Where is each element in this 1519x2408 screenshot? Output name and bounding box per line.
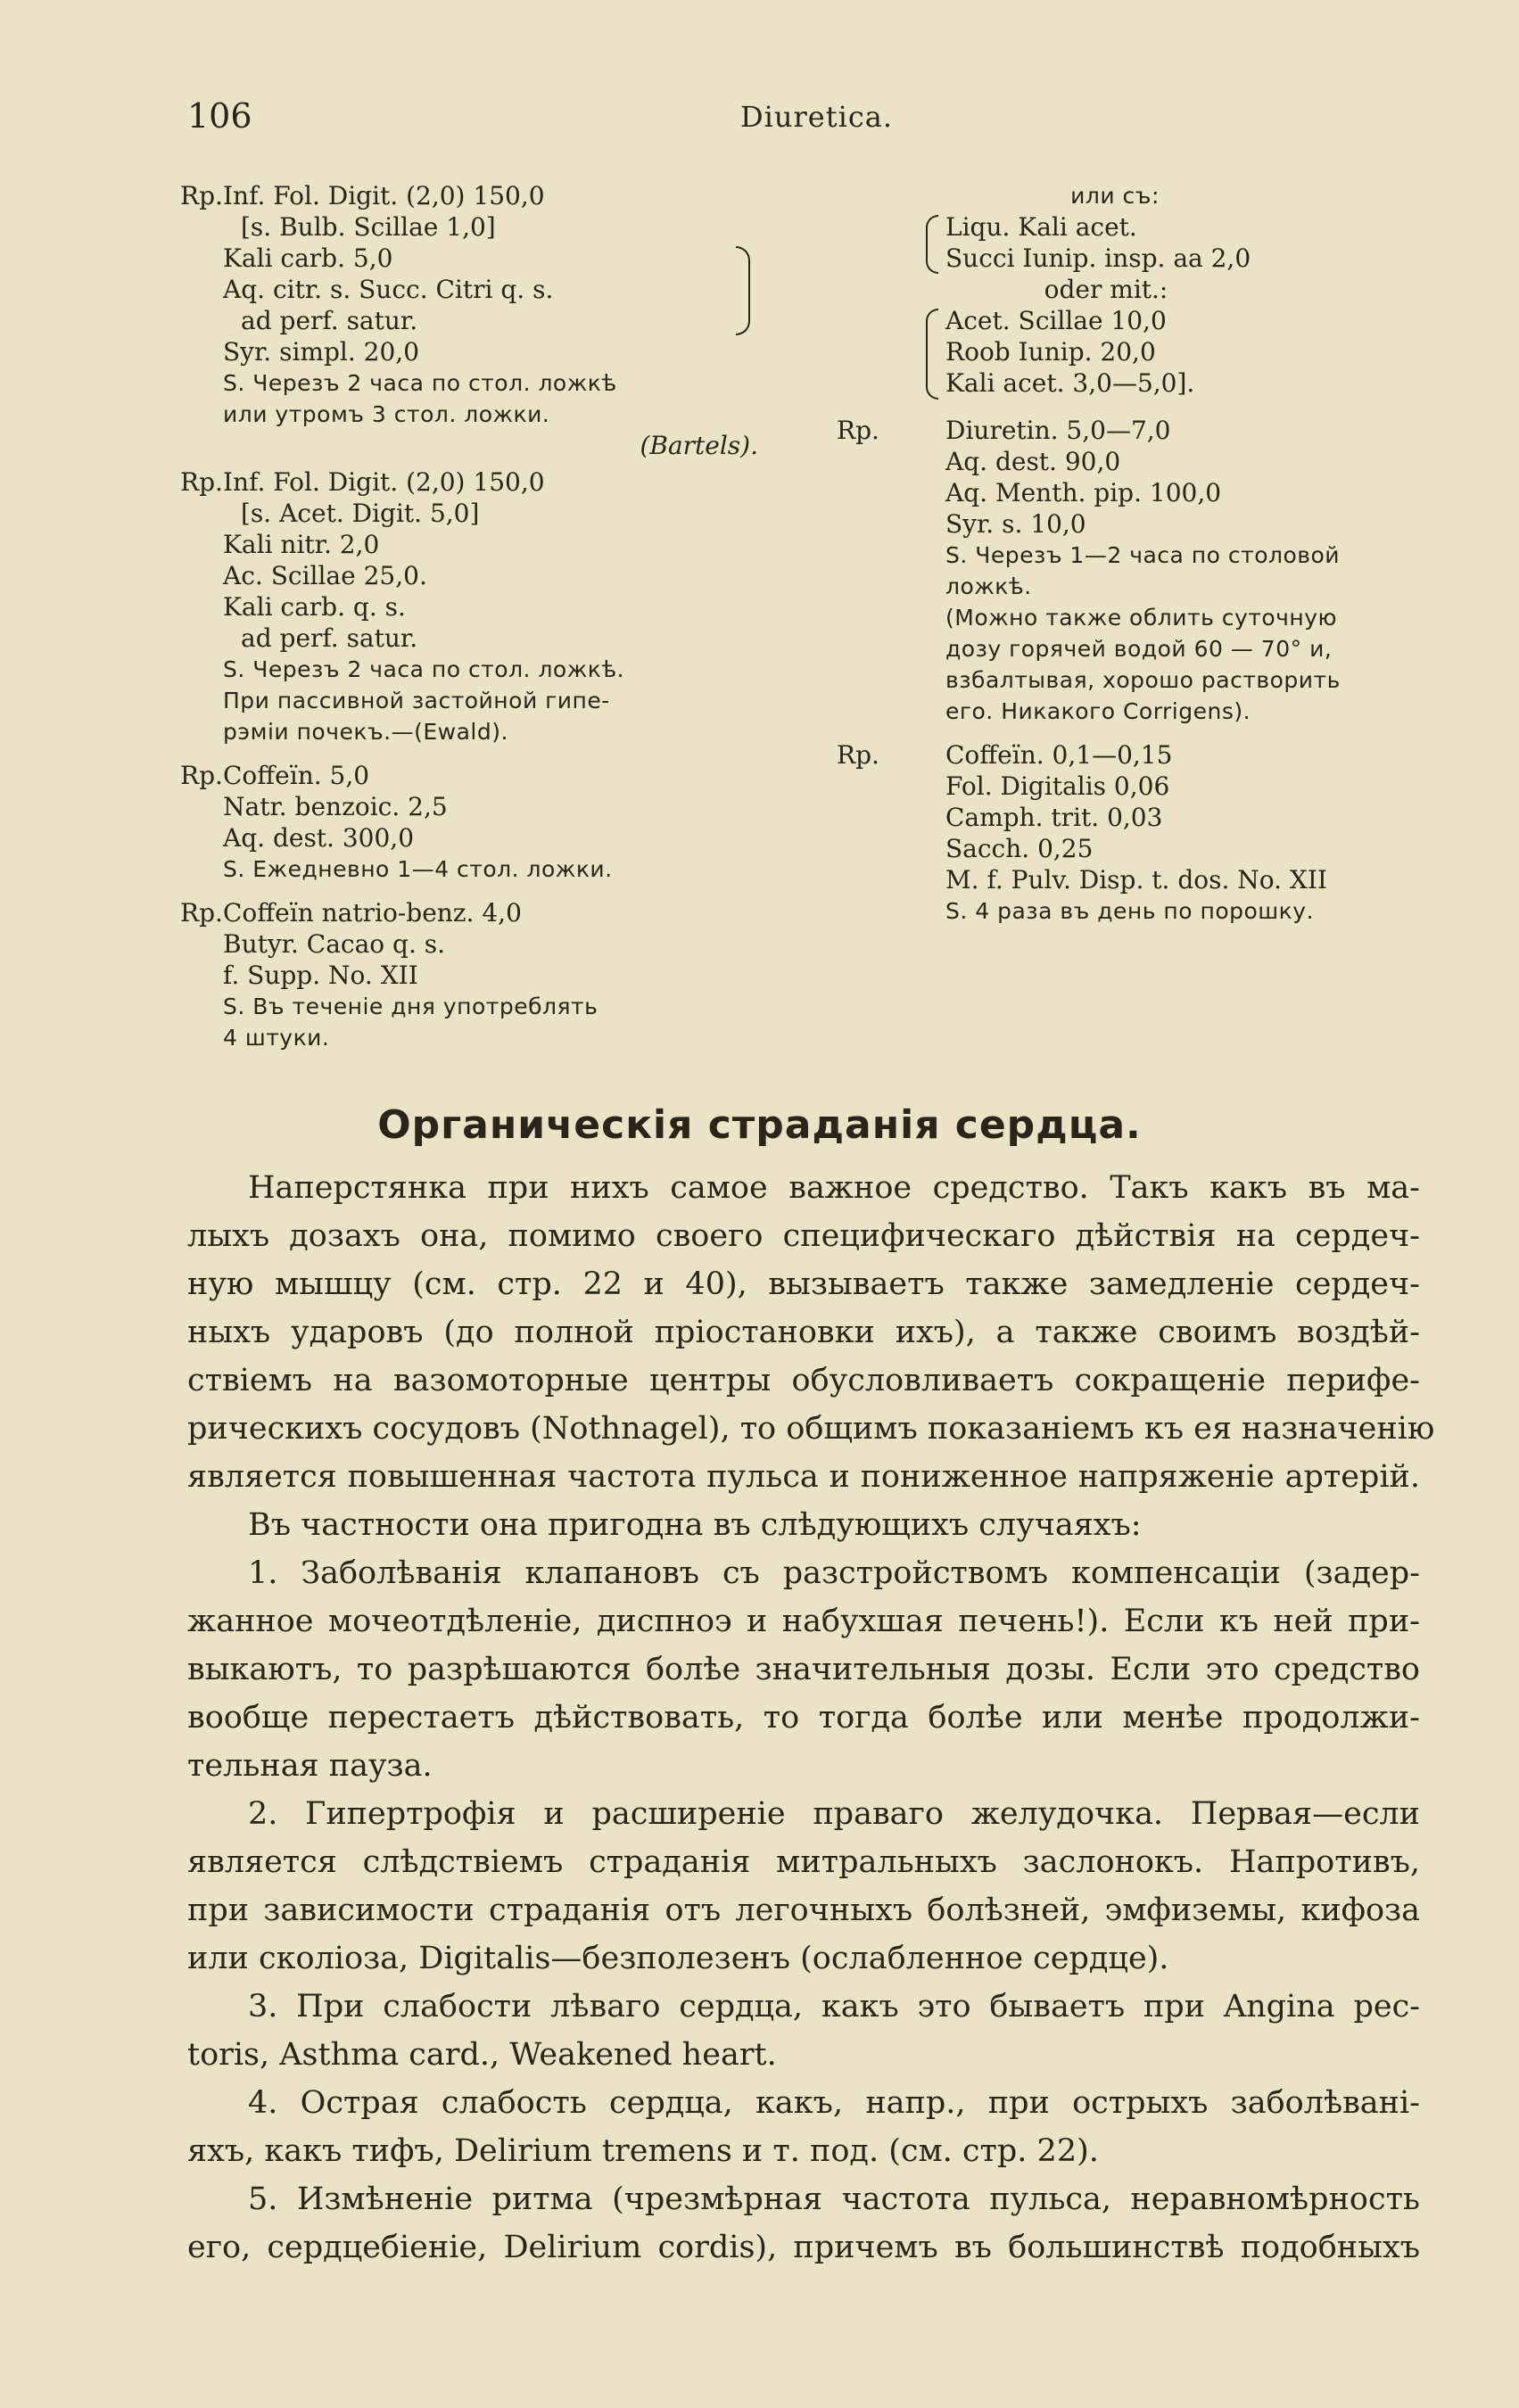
recipe-line: взбалтывая, хорошо растворить xyxy=(945,667,1341,693)
recipe-line: Coffeïn natrio-benz. 4,0 xyxy=(223,898,522,928)
recipe-line: Roob Iunip. 20,0 xyxy=(945,337,1156,367)
recipe-line: S. Въ теченіе дня употреблять xyxy=(223,994,599,1019)
text-line: или сколіоза, Digitalis—безполезенъ (ослабленное сердце). xyxy=(187,1941,1169,1976)
text-line: 1. Заболѣванія клапановъ съ разстройствомъ компенсаціи (задер- xyxy=(248,1555,1420,1591)
rp-label: Rp. xyxy=(837,416,879,445)
recipes-right-column xyxy=(837,180,1454,932)
recipe-line: Butyr. Cacao q. s. xyxy=(223,929,446,959)
recipe-line: Coffeïn. 5,0 xyxy=(223,761,370,790)
text-line: его, сердцебіеніе, Delirium cordis), причемъ въ большинствѣ подобныхъ xyxy=(187,2230,1420,2265)
rp-label: Rp. xyxy=(837,740,879,770)
text-line: яхъ, какъ тифъ, Delirium tremens и т. под. (см. стр. 22). xyxy=(187,2133,1099,2169)
recipe-coffein-supp xyxy=(180,897,794,1053)
brace-group xyxy=(883,211,1454,274)
recipe-line: S. Черезъ 1—2 часа по столовой xyxy=(945,542,1341,568)
recipe-line: (Можно также облить суточную xyxy=(945,605,1338,631)
recipe-line: oder mit.: xyxy=(1044,275,1168,304)
recipe-line: Coffeïn. 0,1—0,15 xyxy=(945,740,1173,770)
section-title: Органическія страданія сердца. xyxy=(377,1102,1142,1148)
left-brace-icon xyxy=(926,215,938,274)
recipe-line: Inf. Fol. Digit. (2,0) 150,0 xyxy=(223,181,545,210)
recipe-author: (Bartels). xyxy=(640,431,758,460)
recipe-line: его. Никакого Corrigens). xyxy=(945,698,1251,724)
recipe-line: S. 4 раза въ день по порошку. xyxy=(945,898,1315,924)
rp-label: Rp. xyxy=(180,761,223,790)
text-line: toris, Asthma card., Weakened heart. xyxy=(187,2037,777,2073)
running-head: Diuretica. xyxy=(740,100,893,134)
recipe-line: Aq. Menth. pip. 100,0 xyxy=(945,478,1222,507)
recipe-line: Sacch. 0,25 xyxy=(945,834,1094,863)
recipe-line: Kali carb. 5,0 xyxy=(223,243,393,273)
recipe-line: Inf. Fol. Digit. (2,0) 150,0 xyxy=(223,467,545,497)
recipe-line: Kali acet. 3,0—5,0]. xyxy=(945,368,1195,398)
recipe-ewald xyxy=(180,466,794,747)
body-text xyxy=(187,1164,1435,2272)
left-brace-icon xyxy=(926,309,938,400)
text-line: является слѣдствіемъ страданія митральныхъ заслонокъ. Напротивъ, xyxy=(187,1844,1420,1880)
recipe-line: Syr. simpl. 20,0 xyxy=(223,337,420,367)
recipe-line: рэміи почекъ.—(Ewald). xyxy=(223,719,508,745)
recipe-line: S. Ежедневно 1—4 стол. ложки. xyxy=(223,856,613,882)
recipe-line: Kali carb. q. s. xyxy=(223,592,406,622)
recipe-line: Kali nitr. 2,0 xyxy=(223,530,380,559)
recipe-line: f. Supp. No. XII xyxy=(223,961,418,990)
recipe-line: ложкѣ. xyxy=(945,573,1032,599)
recipe-line: Aq. dest. 300,0 xyxy=(223,823,415,853)
recipe-line: или утромъ 3 стол. ложки. xyxy=(223,401,550,427)
recipe-line: Ac. Scillae 25,0. xyxy=(223,561,427,590)
text-line: лыхъ дозахъ она, помимо своего специфическаго дѣйствія на сердеч- xyxy=(187,1218,1420,1254)
brace-group xyxy=(223,243,794,336)
recipe-line: Diuretin. 5,0—7,0 xyxy=(945,416,1171,445)
recipe-line: Fol. Digitalis 0,06 xyxy=(945,771,1170,801)
page-header xyxy=(187,96,1418,141)
text-line: вообще перестаетъ дѣйствовать, то тогда болѣе или менѣе продолжи- xyxy=(187,1700,1420,1736)
text-line: рическихъ сосудовъ (Nothnagel), то общимъ показаніемъ къ ея назначенію xyxy=(187,1411,1435,1447)
recipes-left-column xyxy=(180,180,794,1059)
text-line: при зависимости страданія отъ легочныхъ болѣзней, эмфиземы, кифоза xyxy=(187,1893,1420,1928)
recipe-line: или съ: xyxy=(1070,183,1160,209)
recipe-line: дозу горячей водой 60 — 70° и, xyxy=(945,636,1333,662)
text-line: 2. Гипертрофія и расширеніе праваго желудочка. Первая—если xyxy=(248,1796,1420,1832)
recipe-continuation xyxy=(883,180,1454,399)
recipe-coffein-benzoic xyxy=(180,760,794,885)
recipe-line: Aq. dest. 90,0 xyxy=(945,447,1121,476)
recipe-line: Natr. benzoic. 2,5 xyxy=(223,792,448,821)
recipe-line: Liqu. Kali acet. xyxy=(945,212,1137,242)
recipe-line: Acet. Scillae 10,0 xyxy=(945,306,1167,335)
recipe-line: 4 штуки. xyxy=(223,1025,330,1051)
text-line: ныхъ ударовъ (до полной пріостановки ихъ), а также своимъ воздѣй- xyxy=(187,1315,1420,1350)
recipe-line: Syr. s. 10,0 xyxy=(945,509,1086,539)
brace-group xyxy=(883,305,1454,399)
text-line: выкаютъ, то разрѣшаются болѣе значительныя дозы. Если это средство xyxy=(187,1652,1420,1687)
page-number: 106 xyxy=(187,96,252,136)
text-line: Наперстянка при нихъ самое важное средство. Такъ какъ въ ма- xyxy=(248,1170,1420,1206)
recipe-line: [s. Acet. Digit. 5,0] xyxy=(241,499,480,528)
recipe-line: [s. Bulb. Scillae 1,0] xyxy=(241,212,496,242)
text-line: 4. Острая слабость сердца, какъ, напр., при острыхъ заболѣвані- xyxy=(248,2085,1420,2121)
rp-label: Rp. xyxy=(180,181,223,210)
text-line: тельная пауза. xyxy=(187,1748,433,1784)
recipe-coffein-powder xyxy=(837,739,1454,927)
recipe-line: S. Черезъ 2 часа по стол. ложкѣ xyxy=(223,370,617,396)
recipe-diuretin xyxy=(837,415,1454,727)
text-line: является повышенная частота пульса и пониженное напряженіе артерій. xyxy=(187,1459,1420,1495)
recipe-line: При пассивной застойной гипе- xyxy=(223,688,610,713)
recipe-line: M. f. Pulv. Disp. t. dos. No. XII xyxy=(945,865,1327,895)
text-line: 3. При слабости лѣваго сердца, какъ это бываетъ при Angina pec- xyxy=(248,1989,1420,2025)
text-line: 5. Измѣненіе ритма (чрезмѣрная частота пульса, неравномѣрность xyxy=(248,2181,1420,2217)
text-line: ствіемъ на вазомоторные центры обусловливаетъ сокращеніе перифе- xyxy=(187,1363,1420,1398)
recipe-line: Aq. citr. s. Succ. Citri q. s. xyxy=(223,275,554,304)
right-brace-icon xyxy=(736,246,750,335)
recipe-line: S. Черезъ 2 часа по стол. ложкѣ. xyxy=(223,656,625,682)
text-line: жанное мочеотдѣленіе, диспноэ и набухшая печень!). Если къ ней при- xyxy=(187,1604,1420,1639)
text-line: Въ частности она пригодна въ слѣдующихъ случаяхъ: xyxy=(248,1507,1142,1543)
rp-label: Rp. xyxy=(180,467,223,497)
rp-label: Rp. xyxy=(180,898,223,928)
recipe-bartels xyxy=(180,180,794,461)
recipe-line: ad perf. satur. xyxy=(241,623,418,653)
text-line: ную мышцу (см. стр. 22 и 40), вызываетъ также замедленіе сердеч- xyxy=(187,1266,1420,1302)
recipe-line: Succi Iunip. insp. aa 2,0 xyxy=(945,243,1251,273)
recipe-line: Camph. trit. 0,03 xyxy=(945,803,1163,832)
recipe-line: ad perf. satur. xyxy=(241,306,418,335)
